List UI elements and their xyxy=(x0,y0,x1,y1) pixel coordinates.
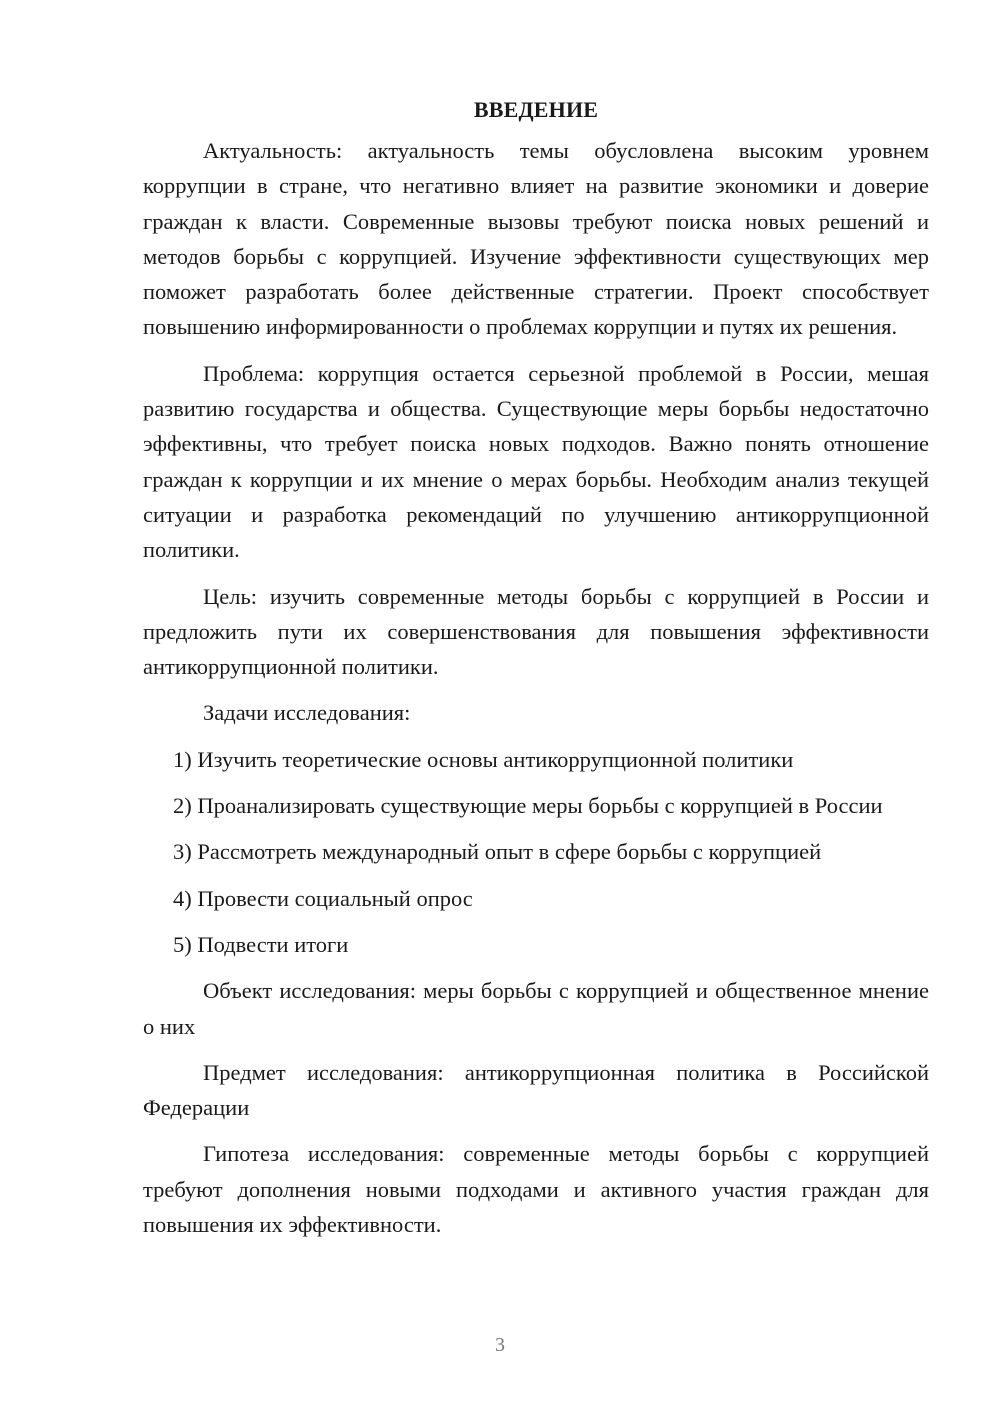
task-item-4: 4) Провести социальный опрос xyxy=(173,885,473,911)
paragraph-relevance: Актуальность: актуальность темы обусловлена высоким уровнем коррупции в стране, что негативно влияет на развитие экономики и доверие граждан к власти. Современные вызовы требуют поиска новых решений и методов борьбы с коррупцией. Изучение эффективности существующих мер поможет разработать более действенные стратегии. Проект способствует повышению информированности о проблемах коррупции и путях их решения. xyxy=(143,138,929,340)
paragraph-problem: Проблема: коррупция остается серьезной проблемой в России, мешая развитию государства и общества. Существующие меры борьбы недостаточно эффективны, что требует поиска новых подходов. Важно понять отношение граждан к коррупции и их мнение о мерах борьбы. Необходим анализ текущей ситуации и разработка рекомендаций по улучшению антикоррупционной политики. xyxy=(143,360,929,563)
task-item-3: 3) Рассмотреть международный опыт в сфере борьбы с коррупцией xyxy=(173,839,822,865)
tasks-heading: Задачи исследования: xyxy=(203,700,411,726)
page-number: 3 xyxy=(495,1334,505,1356)
task-item-2: 2) Проанализировать существующие меры борьбы с коррупцией в России xyxy=(173,793,883,819)
task-item-1: 1) Изучить теоретические основы антикоррупционной политики xyxy=(173,746,794,772)
paragraph-hypothesis: Гипотеза исследования: современные методы борьбы с коррупцией требуют дополнения новыми подходами и активного участия граждан для повышения их эффективности. xyxy=(143,1141,929,1238)
paragraph-goal: Цель: изучить современные методы борьбы с коррупцией в России и предложить пути их совершенствования для повышения эффективности антикоррупционной политики. xyxy=(143,583,929,680)
task-item-5: 5) Подвести итоги xyxy=(173,931,349,957)
paragraph-subject: Предмет исследования: антикоррупционная политика в Российской Федерации xyxy=(143,1059,929,1121)
paragraph-object: Объект исследования: меры борьбы с коррупцией и общественное мнение о них xyxy=(143,978,929,1039)
document-page xyxy=(143,92,929,1242)
section-heading: ВВЕДЕНИЕ xyxy=(473,97,599,122)
